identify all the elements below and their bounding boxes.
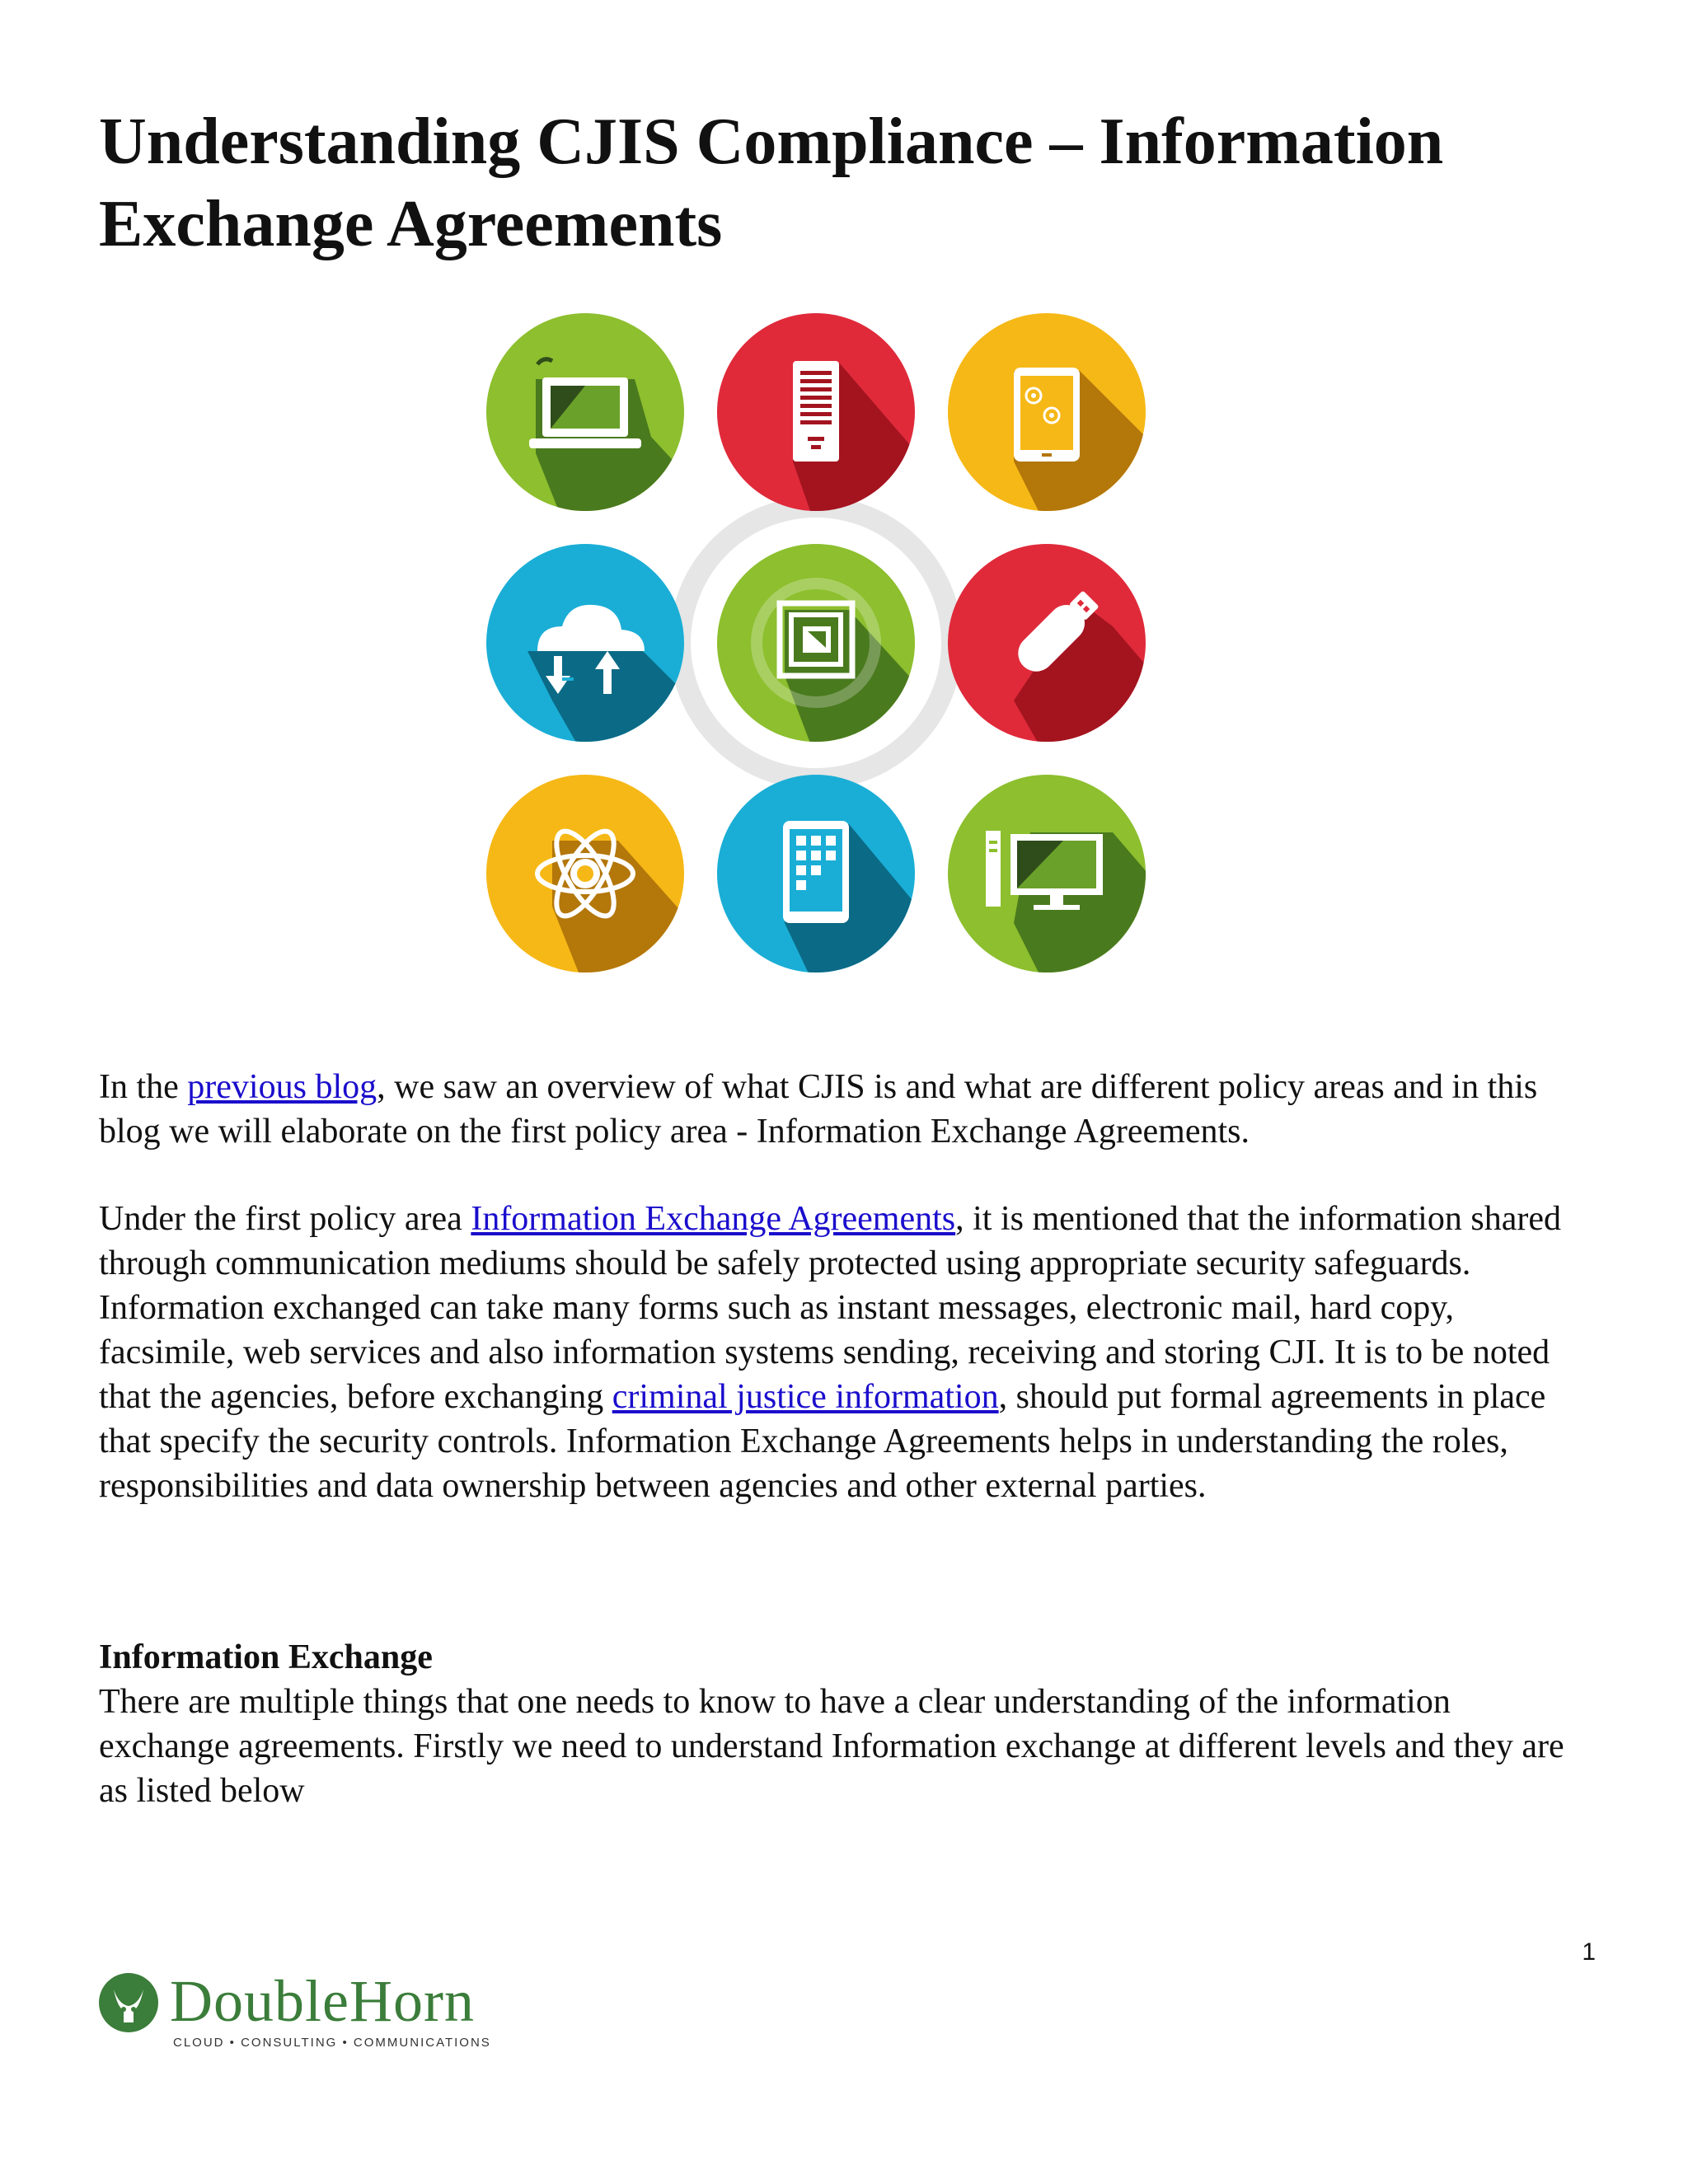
usb-drive-icon	[948, 544, 1162, 758]
cloud-sync-icon	[486, 544, 701, 758]
doublehorn-logo	[97, 1968, 509, 2059]
server-tower-icon	[717, 313, 931, 527]
stacked-windows-icon	[717, 544, 931, 758]
device-icon-grid	[486, 313, 1212, 1038]
desktop-computer-icon	[948, 775, 1162, 989]
previous-blog-link[interactable]: previous blog	[187, 1068, 377, 1106]
intro-paragraph: In the previous blog, we saw an overview of what CJIS is and what are different policy areas and in this blog we will elaborate on the first policy area - Information Exchange Agreements.	[99, 1068, 1538, 1151]
criminal-justice-information-link[interactable]: criminal justice information	[612, 1378, 999, 1416]
logo-name: DoubleHorn	[170, 1968, 475, 2034]
section-heading: Information Exchange	[99, 1638, 433, 1676]
information-exchange-paragraph: There are multiple things that one needs to know to have a clear understanding of the information exchange agreements. Firstly we need to understand Information exchange at different levels and they are as listed below	[99, 1683, 1564, 1810]
policy-area-paragraph: Under the first policy area Information Exchange Agreements, it is mentioned that the information shared through communication mediums should be safely protected using appropriate security safeguards. Information exchanged can take many forms such as instant messages, electronic mail, hard copy, facsimile, web services and also information systems sending, receiving and storing CJI. It is to be noted that the agencies, before exchanging criminal justice information, should put formal agreements in place that specify the security controls. Information Exchange Agreements helps in understanding the roles, responsibilities and data ownership between agencies and other external parties.	[99, 1200, 1561, 1505]
information-exchange-agreements-link[interactable]: Information Exchange Agreements	[471, 1200, 956, 1238]
logo-mark-icon	[97, 1971, 160, 2034]
logo-tagline: CLOUD • CONSULTING • COMMUNICATIONS	[173, 2036, 491, 2050]
page-number: 1	[1582, 1938, 1596, 1966]
laptop-icon	[486, 313, 750, 577]
tablet-icon	[948, 313, 1162, 527]
phone-keypad-icon	[717, 775, 931, 989]
page-title: Understanding CJIS Compliance – Information Exchange Agreements	[99, 105, 1444, 260]
atom-icon	[486, 775, 684, 989]
